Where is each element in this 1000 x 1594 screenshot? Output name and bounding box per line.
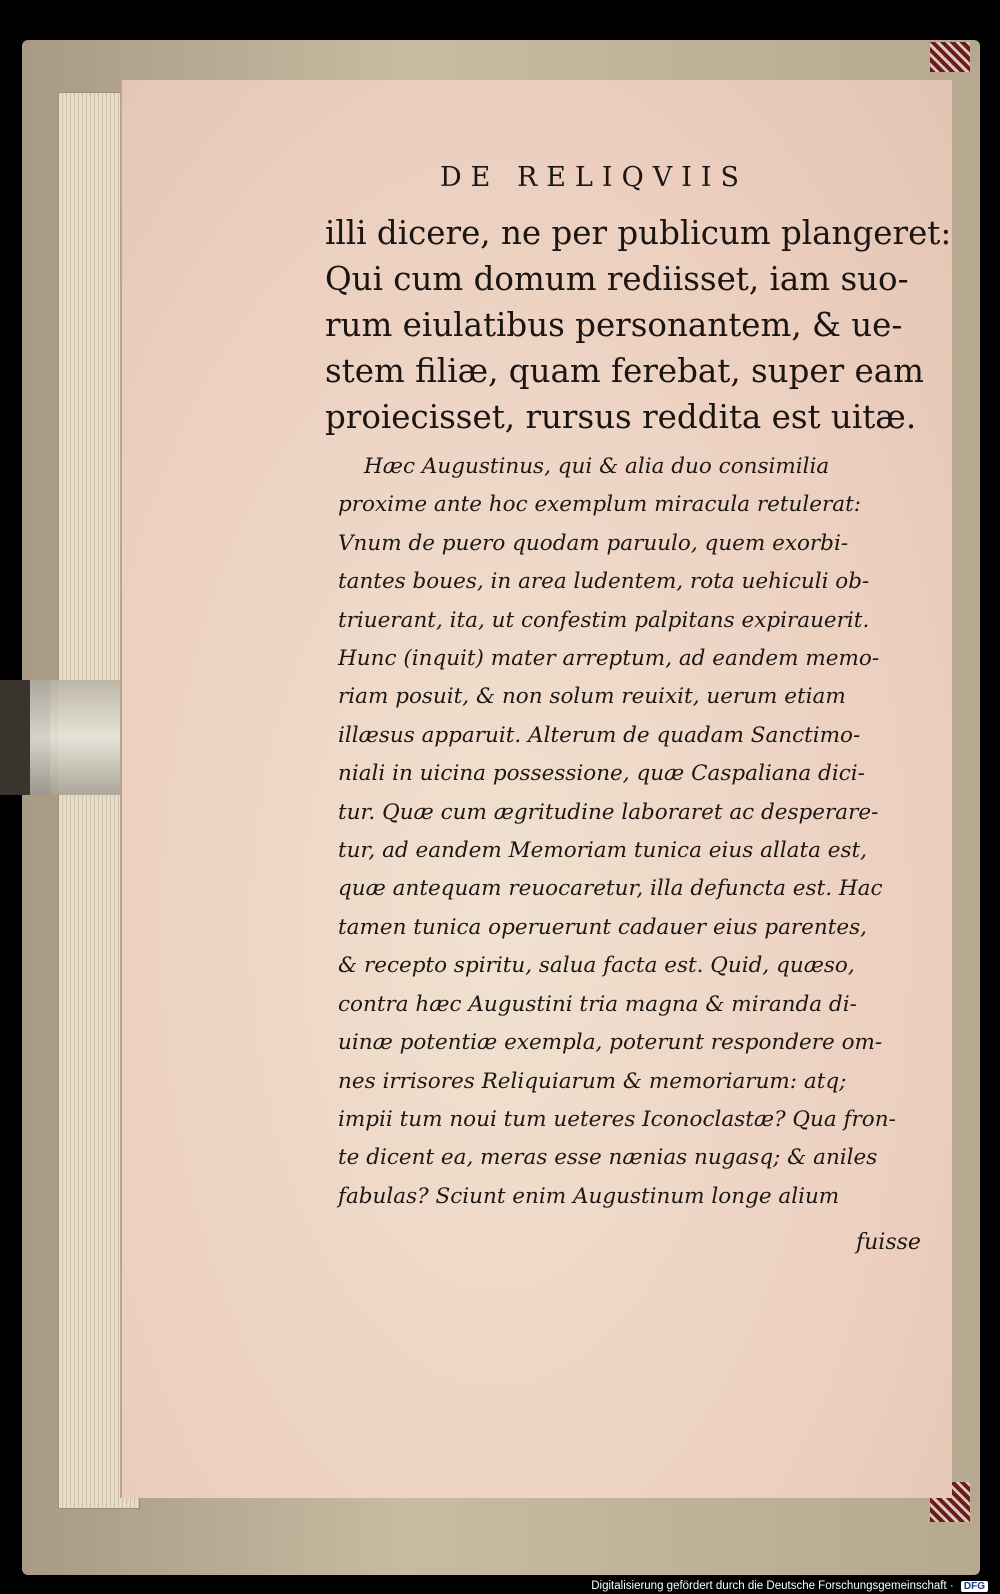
text-line: Qui cum domum rediisset, iam suo- [325, 260, 909, 298]
text-line: & recepto spiritu, salua facta est. Quid, quæso, [338, 953, 855, 979]
text-line: proxime ante hoc exemplum miracula retulerat: [338, 492, 861, 518]
text-line: illæsus apparuit. Alterum de quadam Sanctimo- [338, 722, 861, 748]
text-line: rum eiulatibus personantem, & ue- [325, 306, 903, 344]
text-line: stem filiæ, quam ferebat, super eam [325, 352, 924, 390]
roman-text-block [325, 210, 952, 440]
headband-top [930, 42, 970, 72]
text-line: Vnum de puero quodam paruulo, quem exorbi- [338, 530, 849, 556]
text-line: te dicent ea, meras esse nænias nugasq; & aniles [338, 1145, 878, 1171]
text-line: tur, ad eandem Memoriam tunica eius allata est, [338, 838, 867, 864]
running-head: DE RELIQVIIS [440, 162, 749, 193]
text-line: Hæc Augustinus, qui & alia duo consimilia [364, 454, 830, 479]
text-line: nes irrisores Reliquiarum & memoriarum: atq; [338, 1068, 847, 1094]
text-line: triuerant, ita, ut confestim palpitans expirauerit. [338, 607, 870, 633]
footer-text: Digitalisierung gefördert durch die Deutsche Forschungsgemeinschaft · [591, 1580, 954, 1592]
text-line: quæ antequam reuocaretur, illa defuncta est. Hac [338, 876, 883, 902]
italic-text-block [338, 448, 938, 1216]
footer-credit [591, 1580, 988, 1592]
text-line: tantes boues, in area ludentem, rota uehiculi ob- [338, 569, 870, 595]
text-line: impii tum noui tum ueteres Iconoclastæ? Qua fron- [338, 1106, 896, 1132]
text-line: proiecisset, rursus reddita est uitæ. [325, 398, 917, 436]
text-line: Hunc (inquit) mater arreptum, ad eandem memo- [338, 646, 880, 672]
text-line: uinæ potentiæ exempla, poterunt respondere om- [338, 1030, 883, 1056]
text-line: riam posuit, & non solum reuixit, uerum etiam [338, 684, 846, 710]
catchword: fuisse [856, 1230, 921, 1255]
text-line: illi dicere, ne per publicum plangeret: [325, 214, 952, 252]
text-line: fabulas? Sciunt enim Augustinum longe alium [338, 1183, 840, 1209]
text-line: contra hæc Augustini tria magna & miranda di- [338, 991, 857, 1017]
dfg-logo: DFG [961, 1581, 988, 1592]
text-line: niali in uicina possessione, quæ Caspaliana dici- [338, 761, 865, 787]
text-line: tamen tunica operuerunt cadauer eius parentes, [338, 914, 867, 940]
text-line: tur. Quæ cum ægritudine laboraret ac desperare- [338, 799, 879, 825]
